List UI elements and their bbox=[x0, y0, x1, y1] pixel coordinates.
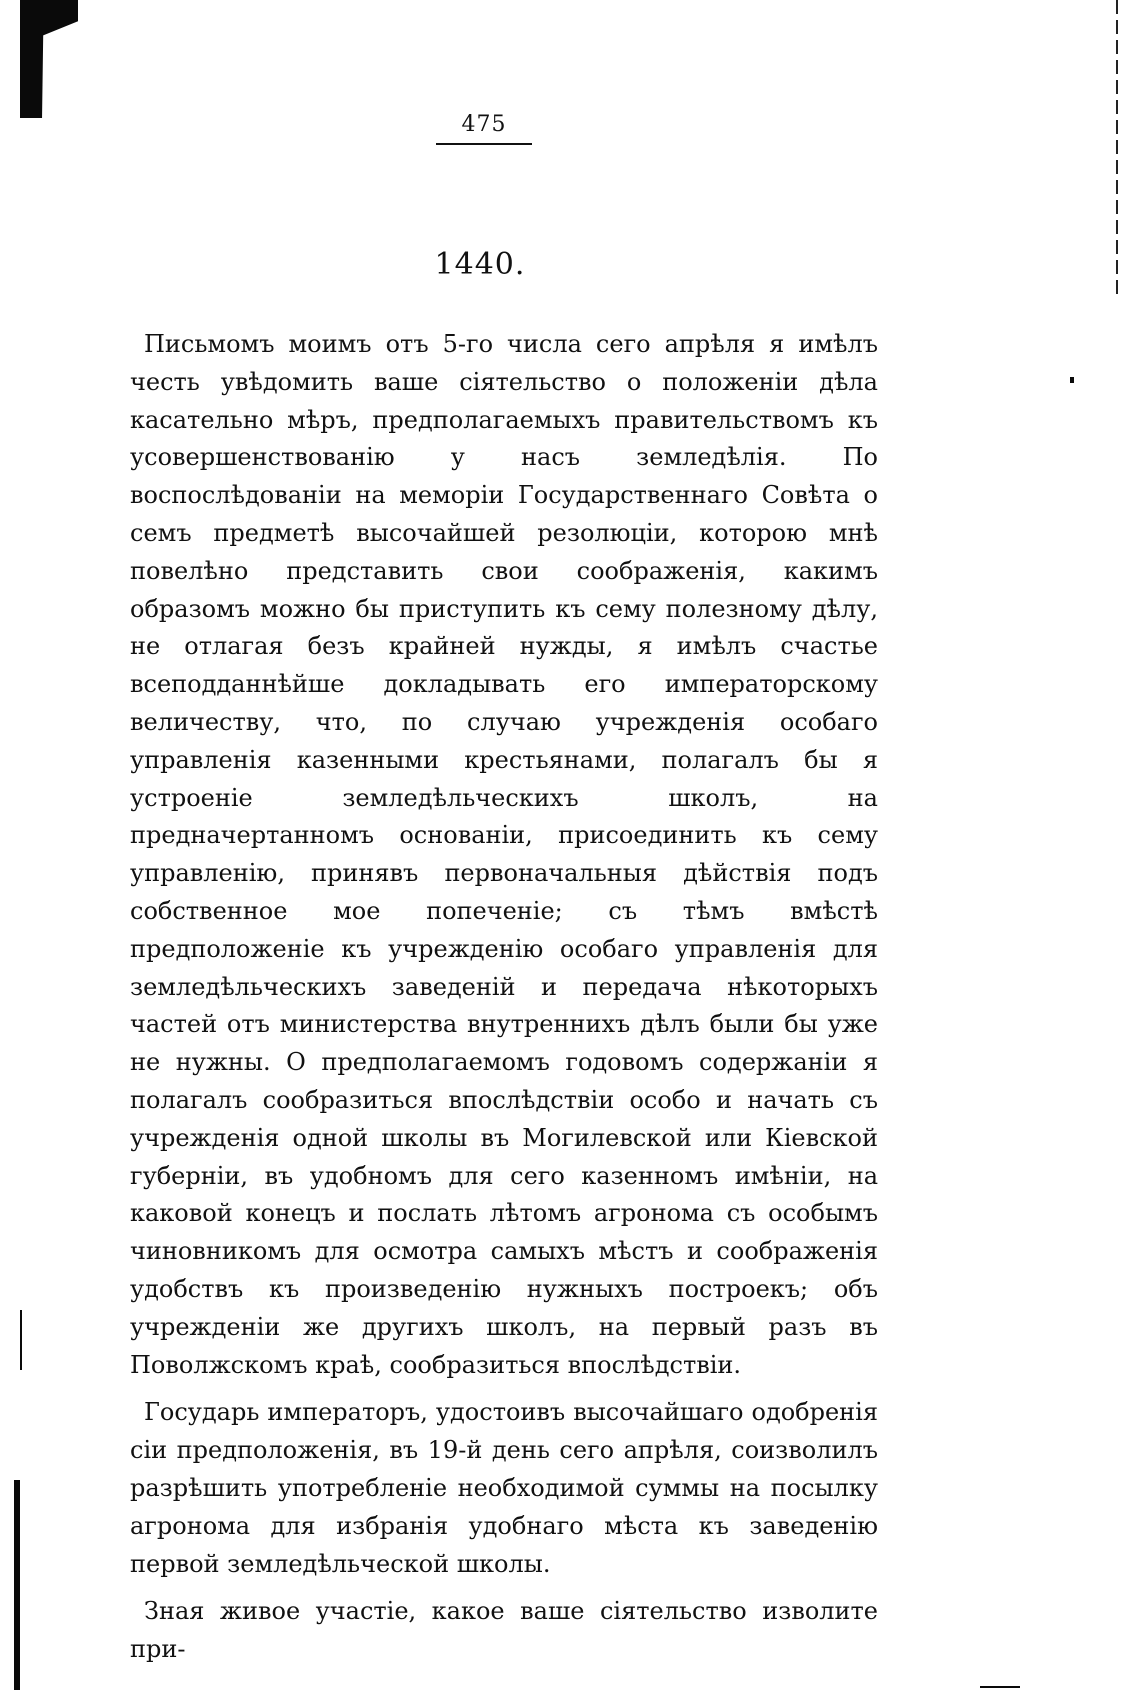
scan-artifact-left-edge bbox=[14, 1480, 20, 1690]
scan-artifact-corner bbox=[20, 0, 78, 118]
document-number: 1440. bbox=[434, 247, 526, 282]
paragraph-letter-body: Письмомъ моимъ отъ 5-го числа сего апрѣля я имѣлъ честь увѣдомить ваше сіятельство о положеніи дѣла касательно мѣръ, предполагаемыхъ правительствомъ къ усовершенствованію у насъ земледѣлія. По воспослѣдованіи на меморіи Государственнаго Совѣта о семъ предметѣ высочайшей резолюціи, которою мнѣ повелѣно представить свои соображенія, какимъ образомъ можно бы приступить къ сему полезному дѣлу, не отлагая безъ крайней нужды, я имѣлъ счастье всеподданнѣйше докладывать его императорскому величеству, что, по случаю учрежденія особаго управленія казенными крестьянами, полагалъ бы я устроеніе земледѣльческихъ школъ, на предначертанномъ основаніи, присоединить къ сему управленію, принявъ первоначальныя дѣйствія подъ собственное мое попеченіе; съ тѣмъ вмѣстѣ предположеніе къ учрежденію особаго управленія для земледѣльческихъ заведеній и передача нѣкоторыхъ частей отъ министерства внутреннихъ дѣлъ были бы уже не нужны. О предполагаемомъ годовомъ содержаніи я полагалъ сообразиться впослѣдствіи особо и начать съ учрежденія одной школы въ Могилевской или Кіевской губерніи, въ удобномъ для сего казенномъ имѣніи, на каковой конецъ и послать лѣтомъ агронома съ особымъ чиновникомъ для осмотра самыхъ мѣстъ и соображенія удобствъ къ произведенію нужныхъ построекъ; объ учрежденіи же другихъ школъ, на первый разъ въ Поволжскомъ краѣ, сообразиться впослѣдствіи. bbox=[130, 330, 878, 1379]
page-number: 475 bbox=[436, 112, 532, 145]
paragraph-emperor-approval: Государь императоръ, удостоивъ высочайшаго одобренія сіи предположенія, въ 19-й день сего апрѣля, соизволилъ разрѣшить употребленіе необходимой суммы на посылку агронома для избранія удобнаго мѣста къ заведенію первой земледѣльческой школы. bbox=[130, 1398, 878, 1578]
paragraph-closing-start: Зная живое участіе, какое ваше сіятельство изволите при- bbox=[130, 1597, 878, 1664]
scan-artifact-right-edge bbox=[1116, 0, 1118, 300]
scan-artifact-left-tick bbox=[20, 1310, 22, 1370]
scan-artifact-dot bbox=[1070, 377, 1074, 383]
body-text bbox=[130, 326, 878, 1679]
scan-artifact-bottom-dash bbox=[980, 1686, 1020, 1688]
